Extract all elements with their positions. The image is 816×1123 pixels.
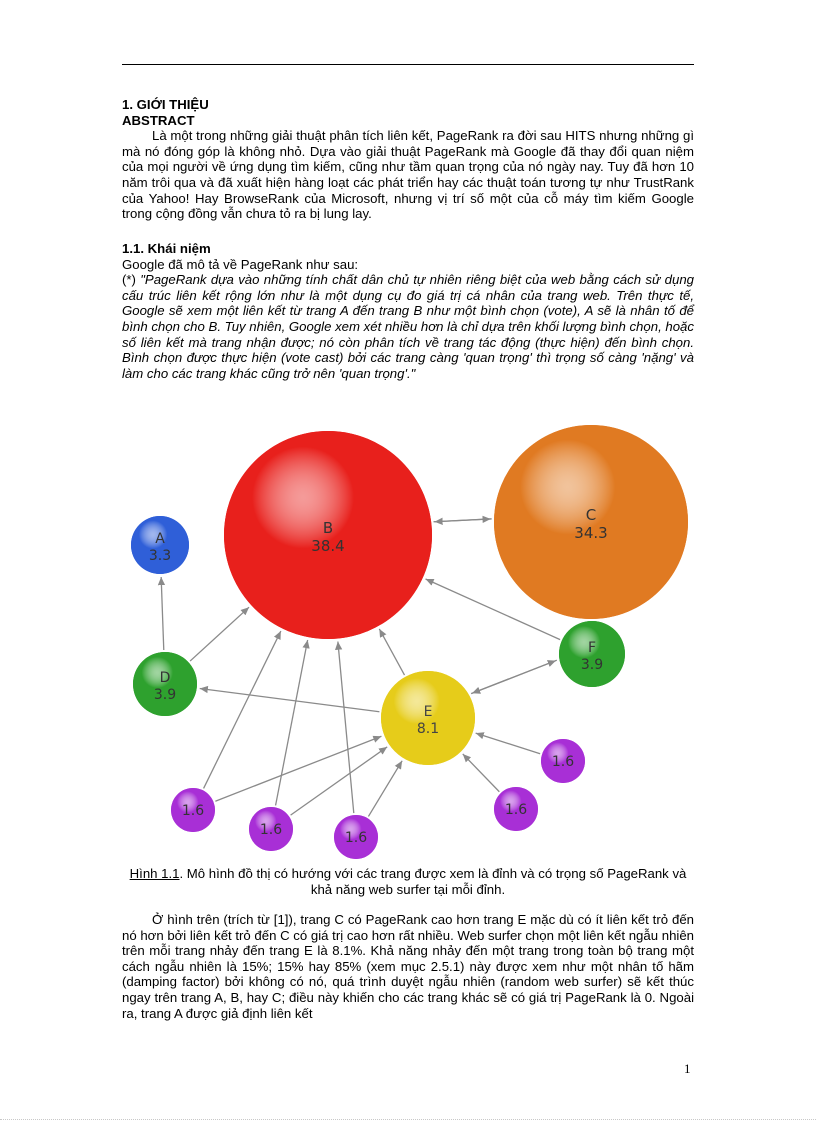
caption-text: . Mô hình đồ thị có hướng với các trang được xem là đỉnh và có trọng số PageRank và khả năng web surfer tại mỗi đỉnh. xyxy=(179,866,687,897)
node-label: E xyxy=(423,704,433,720)
section-introduction xyxy=(122,97,694,222)
header-rule xyxy=(122,64,694,65)
figure-caption xyxy=(122,866,694,897)
edge-p2-to-E xyxy=(291,747,388,815)
section-concept xyxy=(122,241,694,381)
node-p1 xyxy=(171,788,215,832)
node-D xyxy=(133,652,197,716)
figure-label: Hình 1.1 xyxy=(129,866,180,881)
concept-quote xyxy=(122,272,694,381)
node-value: 38.4 xyxy=(311,537,345,555)
quote-marker: (*) xyxy=(122,272,141,288)
edge-p5-to-E xyxy=(476,733,540,754)
node-value: 3.9 xyxy=(153,687,177,703)
edge-p4-to-E xyxy=(463,754,500,792)
node-E xyxy=(381,671,475,765)
node-value: 1.6 xyxy=(344,830,368,846)
node-value: 3.9 xyxy=(580,657,604,673)
node-value: 1.6 xyxy=(504,802,528,818)
graph-nodes xyxy=(131,425,688,859)
edge-D-to-A xyxy=(161,577,164,650)
edge-p3-to-B xyxy=(338,642,354,814)
node-B xyxy=(224,431,432,639)
concept-intro: Google đã mô tả về PageRank như sau: xyxy=(122,256,359,272)
quote-text: "PageRank dựa vào những tính chất dân chủ tự nhiên riêng biệt của web bằng cách sử dụng cấu trúc liên kết rộng lớn như là một dụng cụ đo giá trị cá nhân của trang web. Trên thực tế, Google sẽ xem một liên kết từ trang A đến trang B như một bình chọn (vote), A sẽ là nhân tố để bình chọn cho B. Tuy nhiên, Google xem xét nhiều hơn là chỉ dựa trên khối lượng bình chọn, hoặc số liên kết mà trang nhận được; nó còn phân tích về trang tác động (thực hiện) đến bình chọn. Bình chọn được thực hiện (vote cast) bởi các trang càng 'quan trọng' thì trọng số càng 'nặng' và làm cho các trang khác cũng trở nên 'quan trọng'." xyxy=(122,272,694,381)
explanation-paragraph: Ở hình trên (trích từ [1]), trang C có PageRank cao hơn trang E mặc dù có ít liên kết trỏ đến nó hơn bởi liên kết trỏ đến C có giá trị cao hơn rất nhiều. Web surfer chọn một liên kết ngẫu nhiên trên mỗi trang nhảy đến trang E là 8.1%. Khả năng nhảy đến một trang trong toàn bộ trang một cách ngẫu nhiên là 15%; 15% hay 85% (xem mục 2.5.1) này được xem như một nhân tố hãm (damping factor) bởi không có nó, quá trình duyệt ngẫu nhiên (random web surfer) sẽ kết thúc ngay trên trang A, B, hay C; điều này khiến cho các trang khác sẽ có giá trị PageRank là 0. Ngoài ra, trang A được giả định liên kết xyxy=(122,912,694,1021)
node-label: A xyxy=(155,531,165,547)
abstract-paragraph: Là một trong những giải thuật phân tích liên kết, PageRank ra đời sau HITS nhưng những gì mà nó đóng góp là không nhỏ. Dựa vào giải thuật PageRank mà Google đã thay đổi quan niệm của mọi người về ứng dụng tìm kiếm, cũng như tầm quan trọng của nó ngày nay. Tuy đã hơn 10 năm trôi qua và đã xuất hiện hàng loạt các phát triển hay các thuật toán tương tự như TrustRank của Yahoo! Hay BrowseRank của Microsoft, nhưng vị trí số một của cỗ máy tìm kiếm Google trong cộng đồng vẫn chưa tỏ ra bị lung lay. xyxy=(122,128,694,222)
node-label: C xyxy=(585,506,597,524)
node-F xyxy=(559,621,625,687)
node-label: F xyxy=(587,640,597,656)
section-heading: 1. GIỚI THIỆU xyxy=(122,97,209,112)
node-p3 xyxy=(334,815,378,859)
subsection-heading: 1.1. Khái niệm xyxy=(122,241,211,256)
edge-E-to-D xyxy=(200,688,380,711)
node-p4 xyxy=(494,787,538,831)
edge-p1-to-B xyxy=(204,631,281,788)
pagerank-graph xyxy=(122,418,694,863)
node-value: 1.6 xyxy=(259,822,283,838)
edge-E-to-B xyxy=(379,629,404,675)
node-value: 8.1 xyxy=(416,721,440,737)
edge-F-to-E xyxy=(472,660,557,693)
section-after-figure xyxy=(122,912,694,1021)
node-value: 34.3 xyxy=(574,524,608,542)
node-C xyxy=(494,425,688,619)
page-bottom-border xyxy=(0,1119,816,1120)
node-A xyxy=(131,516,189,574)
edge-D-to-B xyxy=(190,607,249,661)
node-p2 xyxy=(249,807,293,851)
edge-p2-to-B xyxy=(276,640,308,805)
node-value: 1.6 xyxy=(551,754,575,770)
page-number: 1 xyxy=(684,1061,691,1076)
edge-C-to-B xyxy=(434,519,491,522)
node-value: 1.6 xyxy=(181,803,205,819)
node-label: D xyxy=(159,670,171,686)
node-label: B xyxy=(322,519,334,537)
node-value: 3.3 xyxy=(148,548,172,564)
abstract-heading: ABSTRACT xyxy=(122,112,195,128)
edge-p3-to-E xyxy=(368,761,402,817)
node-p5 xyxy=(541,739,585,783)
